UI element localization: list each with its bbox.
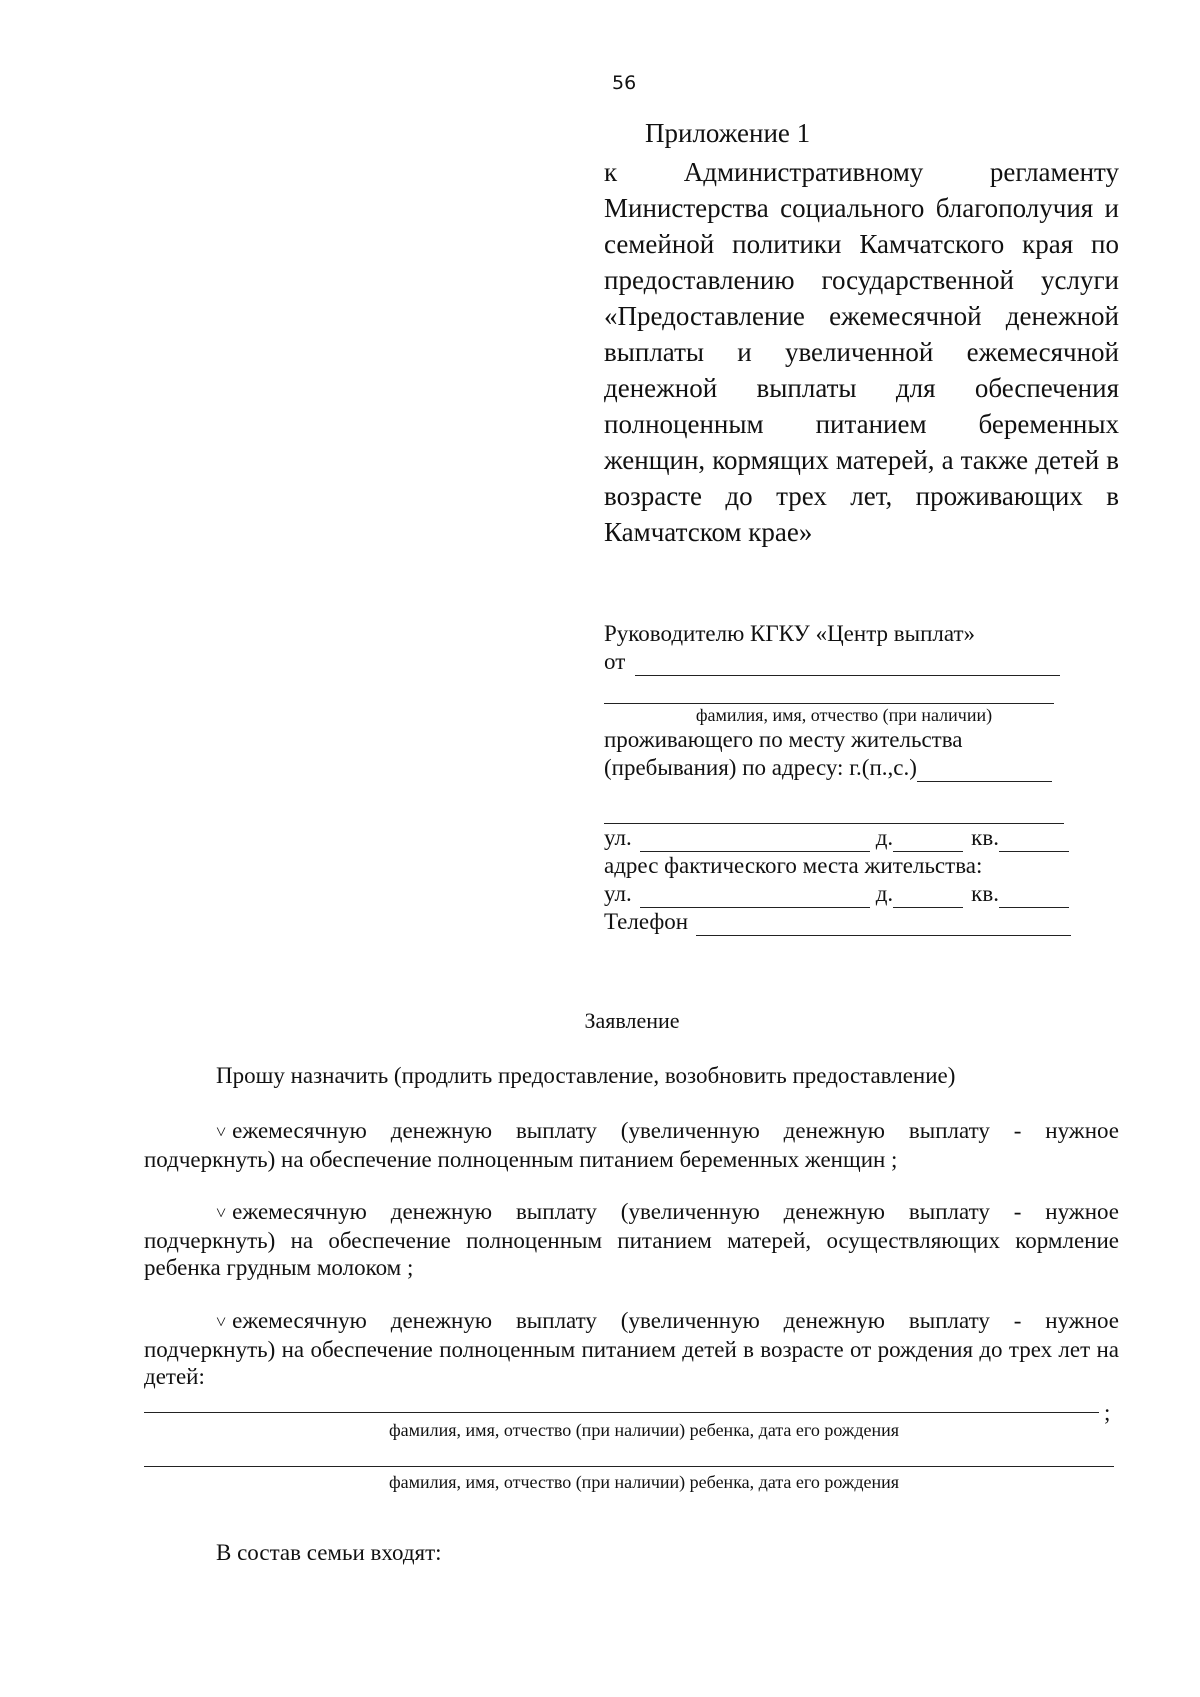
statement-item-1	[144, 1117, 1119, 1173]
house-field[interactable]	[893, 831, 963, 852]
child-1-caption: фамилия, имя, отчество (при наличии) ребенка, дата его рождения	[388, 1420, 900, 1440]
statement-item-2	[144, 1198, 1119, 1281]
street-field[interactable]	[640, 831, 870, 852]
actual-apt-field[interactable]	[999, 887, 1069, 908]
residence-label-1: проживающего по месту жительства	[604, 727, 963, 752]
actual-street-label: ул.	[604, 881, 632, 906]
actual-house-label: д.	[875, 881, 894, 906]
statement-title: Заявление	[584, 1008, 680, 1033]
statement-item-3	[144, 1307, 1119, 1390]
actual-house-field[interactable]	[893, 887, 963, 908]
from-label: от	[604, 649, 626, 674]
actual-street-row	[604, 880, 1084, 908]
from-row	[604, 648, 1084, 676]
request-line: Прошу назначить (продлить предоставление, возобновить предоставление)	[216, 1063, 956, 1088]
page-number: 56	[612, 72, 637, 94]
statement-item-3-text: ежемесячную денежную выплату (увеличенную денежную выплату - нужное подчеркнуть) на обеспечение полноценным питанием детей в возрасте от рождения до трех лет на детей:	[144, 1308, 1119, 1389]
from-name-field[interactable]	[635, 655, 1060, 676]
phone-field[interactable]	[696, 915, 1071, 936]
addressee-block	[604, 620, 1084, 936]
checkmark-icon[interactable]: ˅	[216, 1312, 227, 1332]
address-row-blank	[604, 796, 1084, 824]
appendix-title: Приложение 1	[645, 118, 811, 148]
actual-street-field[interactable]	[640, 887, 870, 908]
apt-label: кв.	[971, 825, 999, 850]
apt-field[interactable]	[999, 831, 1069, 852]
name-caption: фамилия, имя, отчество (при наличии)	[695, 705, 993, 725]
addressee-to-text: Руководителю КГКУ «Центр выплат»	[604, 621, 976, 646]
from-name-row-2	[604, 676, 1084, 704]
family-heading: В состав семьи входят:	[216, 1540, 442, 1565]
residence-label-2: (пребывания) по адресу: г.(п.,с.)	[604, 755, 917, 780]
address-field[interactable]	[604, 803, 1064, 824]
residence-row-1	[604, 726, 1084, 754]
child-2-caption: фамилия, имя, отчество (при наличии) ребенка, дата его рождения	[388, 1472, 900, 1492]
phone-label: Телефон	[604, 909, 689, 934]
actual-apt-label: кв.	[971, 881, 999, 906]
child-2-field[interactable]	[144, 1466, 1114, 1467]
actual-address-row	[604, 852, 1084, 880]
street-label: ул.	[604, 825, 632, 850]
child-1-field[interactable]	[144, 1412, 1099, 1413]
house-label: д.	[875, 825, 894, 850]
addressee-to	[604, 620, 1084, 648]
checkmark-icon[interactable]: ˅	[216, 1203, 227, 1223]
city-field[interactable]	[917, 761, 1052, 782]
statement-item-2-text: ежемесячную денежную выплату (увеличенную денежную выплату - нужное подчеркнуть) на обеспечение полноценным питанием матерей, осуществляющих кормление ребенка грудным молоком ;	[144, 1199, 1119, 1280]
phone-row	[604, 908, 1084, 936]
street-row	[604, 824, 1084, 852]
from-name-field-2[interactable]	[604, 683, 1054, 704]
statement-item-1-text: ежемесячную денежную выплату (увеличенную денежную выплату - нужное подчеркнуть) на обеспечение полноценным питанием беременных женщин ;	[144, 1118, 1119, 1172]
appendix-body: к Административному регламенту Министерства социального благополучия и семейной политики Камчатского края по предоставлению государственной услуги «Предоставление ежемесячной денежной выплаты и увеличенной ежемесячной денежной выплаты для обеспечения полноценным питанием беременных женщин, кормящих матерей, а также детей в возрасте до трех лет, проживающих в Камчатском крае»	[604, 157, 1119, 547]
actual-address-label: адрес фактического места жительства:	[604, 853, 983, 878]
child-1-semicolon: ;	[1104, 1400, 1111, 1425]
checkmark-icon[interactable]: ˅	[216, 1122, 227, 1142]
residence-row-2	[604, 754, 1084, 782]
